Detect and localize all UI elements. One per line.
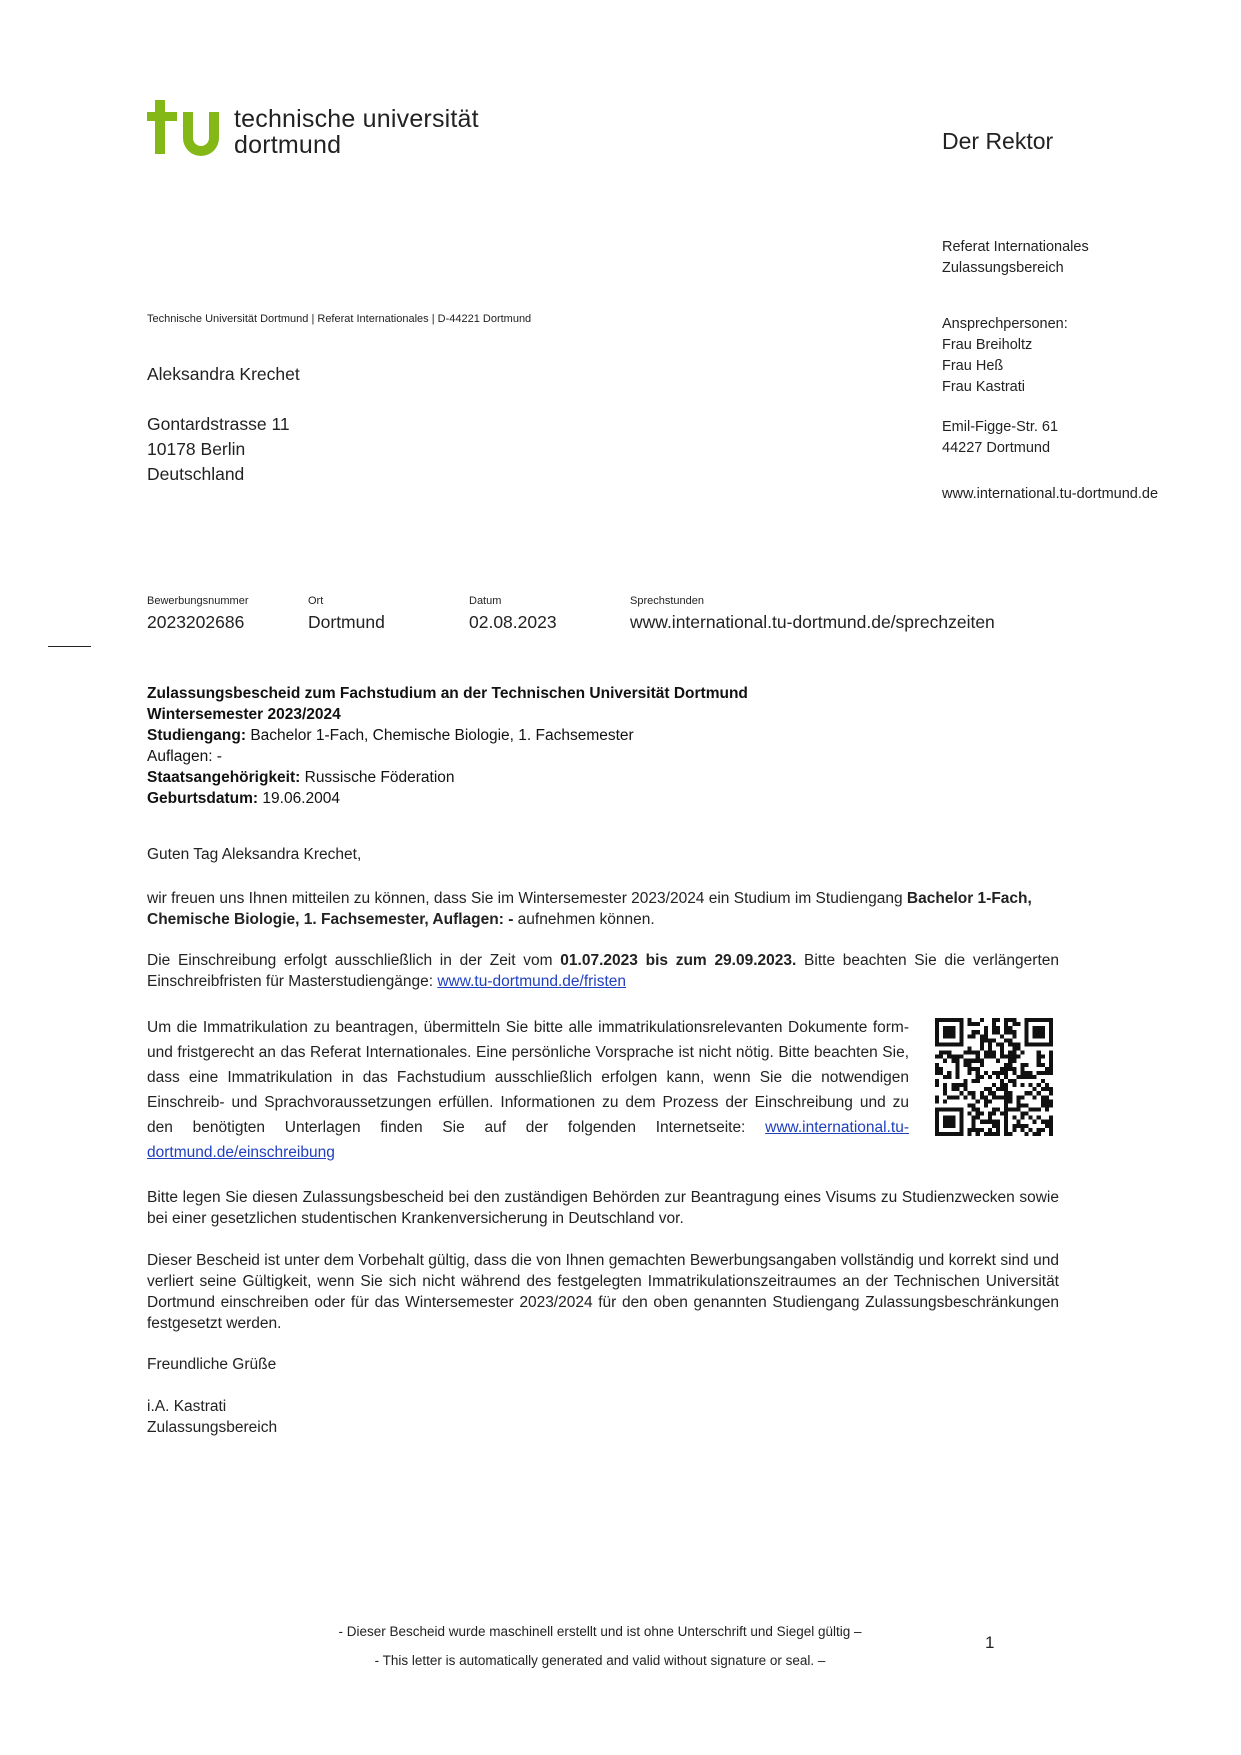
meta-office-hours <box>630 595 995 633</box>
p2-text: Die Einschreibung erfolgt ausschließlich in der Zeit vom <box>147 952 561 969</box>
logo-wordmark-line2: dortmund <box>234 131 342 159</box>
subject-dob <box>147 788 1047 809</box>
sidebar-contacts <box>942 314 1068 398</box>
meta-value[interactable]: www.international.tu-dortmund.de/sprechzeiten <box>630 612 995 632</box>
meta-value: 02.08.2023 <box>469 612 557 632</box>
recipient-country: Deutschland <box>147 464 245 484</box>
department-line: Referat Internationales <box>942 239 1089 255</box>
subject-program <box>147 725 1047 746</box>
sidebar-department <box>942 237 1089 279</box>
subject-block <box>147 683 1047 809</box>
greeting: Guten Tag Aleksandra Krechet, <box>147 846 362 863</box>
signer-unit: Zulassungsbereich <box>147 1419 278 1436</box>
sidebar-website[interactable]: www.international.tu-dortmund.de <box>942 486 1159 502</box>
meta-value: Dortmund <box>308 612 385 632</box>
footer-note-english: - This letter is automatically generated and valid without signature or seal. – <box>374 1653 826 1668</box>
contact-person: Frau Kastrati <box>942 379 1025 395</box>
signer: i.A. Kastrati <box>147 1398 227 1415</box>
deadlines-link[interactable]: www.tu-dortmund.de/fristen <box>437 973 627 990</box>
dob-label: Geburtsdatum: <box>147 790 259 807</box>
contact-person: Frau Heß <box>942 358 1004 374</box>
paragraph-validity: Dieser Bescheid ist unter dem Vorbehalt gültig, dass die von Ihnen gemachten Bewerbungsangaben vollständig und korrekt sind und verliert seine Gültigkeit, wenn Sie sich nicht während des festgelegten Immatrikulationszeitraumes an der Technischen Universität Dortmund einschreiben oder für das Wintersemester 2023/2024 für den oben genannten Studiengang Zulassungsbeschränkungen festgesetzt werden. <box>147 1252 1059 1332</box>
office-title: Der Rektor <box>942 128 1054 154</box>
subject-title: Zulassungsbescheid zum Fachstudium an der Technischen Universität Dortmund <box>147 685 748 702</box>
paragraph-admission <box>147 888 1059 930</box>
p1-text-end: aufnehmen können. <box>513 911 655 928</box>
logo-wordmark-line1: technische universität <box>234 105 479 133</box>
recipient-name: Aleksandra Krechet <box>147 364 300 384</box>
closing: Freundliche Grüße <box>147 1356 277 1373</box>
meta-label: Sprechstunden <box>630 595 704 607</box>
program-value: Bachelor 1-Fach, Chemische Biologie, 1. Fachsemester <box>246 727 634 744</box>
enrollment-info-link[interactable]: www.international.tu-dortmund.de/einschreibung <box>147 1119 909 1161</box>
subject-semester: Wintersemester 2023/2024 <box>147 706 341 723</box>
subject-conditions: Auflagen: - <box>147 748 222 765</box>
dob-value: 19.06.2004 <box>258 790 340 807</box>
contact-person: Frau Breiholtz <box>942 337 1033 353</box>
subject-nationality <box>147 767 1047 788</box>
fold-mark <box>48 646 91 647</box>
qr-code-icon <box>935 1018 1053 1136</box>
meta-application-number <box>147 595 249 633</box>
program-label: Studiengang: <box>147 727 247 744</box>
footer-note-german: - Dieser Bescheid wurde maschinell erstellt und ist ohne Unterschrift und Siegel gültig – <box>338 1624 862 1639</box>
signature-block <box>147 1396 277 1438</box>
paragraph-enrollment-period <box>147 950 1059 992</box>
meta-value: 2023202686 <box>147 612 245 632</box>
nationality-value: Russische Föderation <box>300 769 455 786</box>
meta-label: Ort <box>308 595 324 607</box>
meta-label: Datum <box>469 595 502 607</box>
sender-return-address: Technische Universität Dortmund | Referat Internationales | D-44221 Dortmund <box>147 313 532 325</box>
qr-code <box>935 1018 1053 1141</box>
meta-place <box>308 595 385 633</box>
p1-text: wir freuen uns Ihnen mitteilen zu können, dass Sie im Wintersemester 2023/2024 ein Studium im Studiengang <box>147 890 907 907</box>
p2-dates: 01.07.2023 bis zum 29.09.2023. <box>560 952 797 969</box>
meta-date <box>469 595 557 633</box>
meta-label: Bewerbungsnummer <box>147 595 249 607</box>
contacts-label: Ansprechpersonen: <box>942 316 1068 332</box>
p3-text: Um die Immatrikulation zu beantragen, übermitteln Sie bitte alle immatrikulationsrelevanten Dokumente form- und fristgerecht an das Referat Internationales. Eine persönliche Vorsprache ist nicht nötig. Bitte beachten Sie, dass eine Immatrikulation in das Fachstudium ausschließlich erfolgen kann, wenn Sie die notwendigen Einschreib- und Sprachvoraussetzungen erfüllen. Informationen zu dem Prozess der Einschreibung und zu den benötigten Unterlagen finden Sie auf der folgenden Internetseite: <box>147 1019 909 1136</box>
recipient-street: Gontardstrasse 11 <box>147 414 290 434</box>
address-line: 44227 Dortmund <box>942 440 1051 456</box>
page-number: 1 <box>985 1633 995 1652</box>
p2-text-end: Bitte beachten Sie die verlängerten Einschreibfristen für Masterstudiengänge: <box>147 952 1059 990</box>
sidebar-address <box>942 417 1058 459</box>
recipient-address <box>147 412 290 487</box>
department-line: Zulassungsbereich <box>942 260 1064 276</box>
paragraph-immatriculation <box>147 1015 909 1165</box>
p1-program: Bachelor 1-Fach, Chemische Biologie, 1. Fachsemester, Auflagen: - <box>147 890 1032 928</box>
paragraph-visa: Bitte legen Sie diesen Zulassungsbescheid bei den zuständigen Behörden zur Beantragung eines Visums zu Studienzwecken sowie bei einer gesetzlichen studentischen Krankenversicherung in Deutschland vor. <box>147 1189 1059 1227</box>
address-line: Emil-Figge-Str. 61 <box>942 419 1059 435</box>
tu-logo <box>147 100 497 160</box>
tu-logo-mark-icon <box>147 100 221 156</box>
nationality-label: Staatsangehörigkeit: <box>147 769 301 786</box>
recipient-city: 10178 Berlin <box>147 439 246 459</box>
